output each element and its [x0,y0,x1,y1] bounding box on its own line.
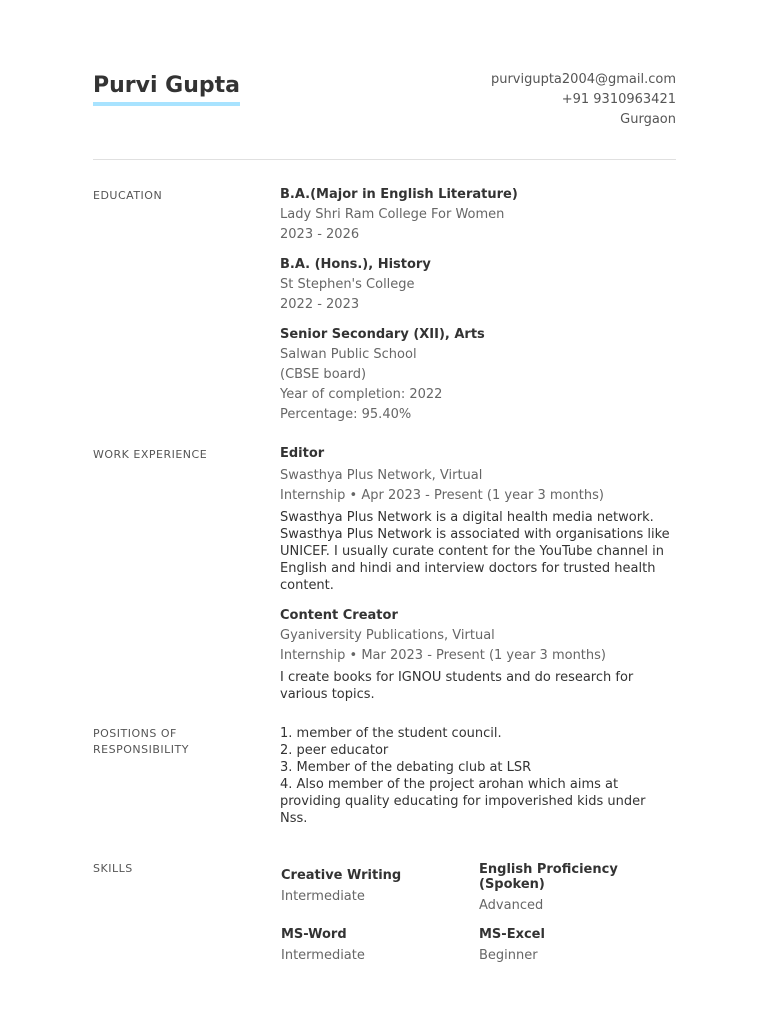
job-title: Editor [280,446,325,461]
education-label: EDUCATION [93,189,163,202]
percentage: Percentage: 95.40% [280,407,412,422]
years: 2023 - 2026 [280,227,360,242]
organization: Gyaniversity Publications, Virtual [280,628,495,643]
work-entry [280,444,676,594]
skill-item [281,868,471,907]
skill-level: Advanced [479,898,544,913]
degree-title: Senior Secondary (XII), Arts [280,327,485,342]
institution: Salwan Public School [280,347,417,362]
education-entry [280,185,676,245]
education-section [280,185,676,435]
skill-item [479,862,669,916]
skill-name: MS-Excel [479,927,545,942]
job-description: Swasthya Plus Network is a digital health media network. Swasthya Plus Network is associated with organisations like UNICEF. I usually curate content for the YouTube channel in English and hindi and interview doctors for trusted health content. [280,510,670,593]
skills-label: SKILLS [93,862,133,875]
work-experience-section [280,444,676,713]
job-title: Content Creator [280,608,398,623]
skill-level: Beginner [479,948,538,963]
skill-name: English Proficiency (Spoken) [479,862,618,892]
work-entry [280,606,676,703]
years: 2022 - 2023 [280,297,360,312]
degree-title: B.A.(Major in English Literature) [280,187,518,202]
position-line: 4. Also member of the project arohan which aims at providing quality educating for impoverished kids under Nss. [280,777,646,826]
board: (CBSE board) [280,367,367,382]
duration: Internship • Mar 2023 - Present (1 year 3 months) [280,648,606,663]
work-experience-label: WORK EXPERIENCE [93,448,208,461]
institution: St Stephen's College [280,277,415,292]
institution: Lady Shri Ram College For Women [280,207,505,222]
position-line: 2. peer educator [280,743,389,758]
contact-location: Gurgaon [620,112,676,127]
candidate-name: Purvi Gupta [93,72,240,106]
positions-label: POSITIONS OF RESPONSIBILITY [93,727,189,756]
skill-item [479,927,669,966]
contact-phone[interactable]: +91 9310963421 [561,92,676,107]
positions-section [280,725,676,827]
duration: Internship • Apr 2023 - Present (1 year 3 months) [280,488,604,503]
skill-name: MS-Word [281,927,347,942]
contact-email[interactable]: purvigupta2004@gmail.com [490,72,676,87]
contact-block [491,70,676,130]
skill-level: Intermediate [281,889,365,904]
degree-title: B.A. (Hons.), History [280,257,431,272]
organization: Swasthya Plus Network, Virtual [280,468,483,483]
job-description: I create books for IGNOU students and do research for various topics. [280,670,634,702]
skill-name: Creative Writing [281,868,402,883]
skill-level: Intermediate [281,948,365,963]
completion-year: Year of completion: 2022 [280,387,443,402]
education-entry [280,325,676,425]
education-entry [280,255,676,315]
skill-item [281,927,471,966]
position-line: 3. Member of the debating club at LSR [280,760,532,775]
position-line: 1. member of the student council. [280,726,502,741]
header-divider [93,159,676,160]
